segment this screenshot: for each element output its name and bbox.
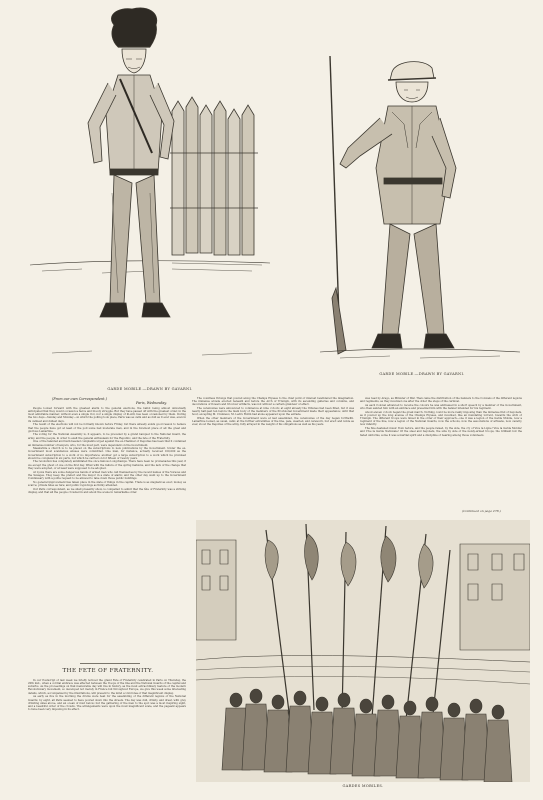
article1-paragraph: At Lyons there are some dangerous bands of armed men who call themselves by the recent names of the Voraces and the Savages. They keep the prefect and the mayor in a state of alarm; and the other day went up to the Government Commissary with a polite request to be allowed to take down those public buildings. <box>28 470 186 480</box>
fete-column <box>28 679 186 795</box>
engraving-gardes-mobiles <box>196 520 530 782</box>
fete-paragraph: In our Postscript of last week we briefly noticed the grand Fête of Fraternity celebrated in Paris on Thursday, the 20th inst., when a cordial embrace was effected between the troops of the line and the National Guards of the capital and suburbs. As the proceedings on that memorable day will live in history, as the most extraordinary feature of the modern Revolutionary movement, so developed not merely in France but throughout Europe, we give this week some interesting details, which, accompanied by the illustrations, will present to the mind a vivid idea of that magnificent display. <box>28 679 186 695</box>
section-rule <box>80 663 140 664</box>
engraving-garde-mobile-right <box>300 48 530 366</box>
article3-paragraph: As each Colonel advanced to receive the colours he was addressed in a short speech by a member of the Government, who then saluted him with an embrace and presented him with the banner intended for his regiment. <box>360 403 522 411</box>
article1-paragraph: One of the talented and hard-headed complaints urged against the ex-Chamber of Deputies has been that it contained an immense number of lawyers, who, for the most part, were dependent on the Government. <box>28 440 186 447</box>
fete-heading: THE FETE OF FRATERNITY. <box>62 668 154 674</box>
article-column-1 <box>28 407 186 658</box>
article3-paragraph: was read by Arago, as Minister of War. Then came the distribution of the banners to the Colonels of the different legions and regiments, as they mounted one after the other the steps of the carnival. <box>360 397 522 404</box>
crowd-illustration <box>196 520 530 782</box>
article1-paragraph: The revolution has completely annihilated the once famous Longchamps. There have been no promenades this year, if we except the ghost of one on the first day. What with the failure of the spring fashions, and the lack of the change that they were adopted, or at least were supposed to be adopted. <box>28 460 186 470</box>
article-column-2 <box>192 397 354 517</box>
engraving-garde-mobile-left <box>22 3 278 381</box>
article1-paragraph: Our Paris correspondent, as we shall presently show, is compelled to admit that the fête of Fraternity was a striking display, and that all the people crowded in and about the scene in remarkable order. <box>28 487 186 494</box>
soldier-illustration-left <box>22 3 278 381</box>
article1-paragraph: No general improvement has taken place in the state of things in the capital. Trade is as stagnant as ever; money as scarce; private fêtes as rare; and public rejoicings as thinly attended. <box>28 480 186 487</box>
article1-paragraph: Meanwhile a church is to be placed on the subscriptions to new publications by the Government. Under the ex-Government most scandalous abuses were committed. One man, for instance, actually received 100,000 as the Government subscription to a work of no importance; another got a large subscription to a work which he promised should be completed in six parts, but which he carried on for fifteen or twenty years. <box>28 447 186 460</box>
dateline: Paris, Wednesday. <box>136 401 167 405</box>
article1-paragraph: People looked forward with the greatest alarm to the general elections, the ballot being almost universally anticipated that they would occasion a fierce and bloody struggle. But they have passed off with the greatest order, in the most admirable manner, without even a single riot, nor a single display of ill-will, has been occasioned by them. During the two days—Sunday and Monday—on which the polling took place, Paris was as calm and as dull as it ever was, even in its calmest and dullest days. <box>28 407 186 423</box>
soldier-illustration-right <box>300 48 530 366</box>
caption-bottom: GARDES MOBILES. <box>342 784 384 788</box>
article2-paragraph: The countless throngs that poured along the Champs Elysées to the chief point of interest bewildered the imagination. The immense arcade erected beneath and before the Arch of Triumph, with its ascending galleries and columns, and decorations of flowers and tricolour artifacts, was not without a certain grandeur of effect. <box>192 397 354 407</box>
fete-paragraph: As early as five in the morning the drums were beat for the assembling of the different legions of the National Guards; by eight, all Paris seemed to have poured down into the streets. The day was dull, drizzly, and drear, with grey drizzling skies above, and an ocean of mud below; but the gathering of the men to the spot was a most inspiring sight, and a beautiful order of the crowds. The arrangements were upon the most magnificent scale, and the pageant appears to have been very imposing in its effect. <box>28 695 186 711</box>
article1-paragraph: The result of the elections will not be formally known before Friday, but there already exists good reason to believe that the people have got at least of the poll some bad moderate men, and in the foremost place of all the great and glorious Lamartine. <box>28 423 186 433</box>
article3-paragraph: The fine deafened music from before, and the people raised, by the side, the cry of Vive la Ligne! Vive la Garde Mobile! and Vive la Garde Nationale! Of the steel and bayonets, the side by side of the newly-armed troops, the brilliant but the faded uniforms, some it was a martial spirit and a discipline of bearing among those volunteers. <box>360 427 522 437</box>
correspondent-label: (From our own Correspondent.) <box>52 397 107 401</box>
continued-note: (Continued on page 278.) <box>462 509 501 513</box>
article1-paragraph: The voting for the National Assembly is, it appears, to be preceded by a grand banquet to the National Guard, the army, and the people, in order to exalt the general enthusiasm for the Republic, and the fete of the Fraternity. <box>28 433 186 440</box>
article-column-3 <box>360 397 522 507</box>
article2-paragraph: When the other members of the Government were at last assembled, the ceremonies of the day began forthwith. Lamartine looked, as usual, calm; at the further extremities of the line, pale, wearied, and careworn, but erect and noble as ever, stood the Deputies of the army, fully arrayed in the weight of his obligations as well as his years. <box>192 417 354 427</box>
article2-paragraph: The ceremonies were announced to commence at nine o'clock; at eight already the tribunes had been filled, but it was nearly half-past ten before the main body of the members of the Provisional Government made their appearance; until that hour, excepting M. Crémieux, M. Ledru Rollin had alone appeared upon the estrade. <box>192 407 354 417</box>
caption-left: GARDE MOBILE.—DRAWN BY GAVARNI. <box>107 387 193 391</box>
article3-paragraph: About eleven o'clock began the great march. Nothing could be more really imposing than the immense find of bayonets, as it poured up the long avenue of the Champs Elysées, and mounted, like an inundating torrent, towards the Arch of Triumph. The different troops were mixed in the order of their approach—one it was a legion of the Garde Mobile, now a regiment of the line, now a legion of the National Guards, now the schools, now the associations of artisans, now cavalry, now infantry. <box>360 410 522 427</box>
caption-right: GARDE MOBILE.—DRAWN BY GAVARNI. <box>379 372 465 376</box>
